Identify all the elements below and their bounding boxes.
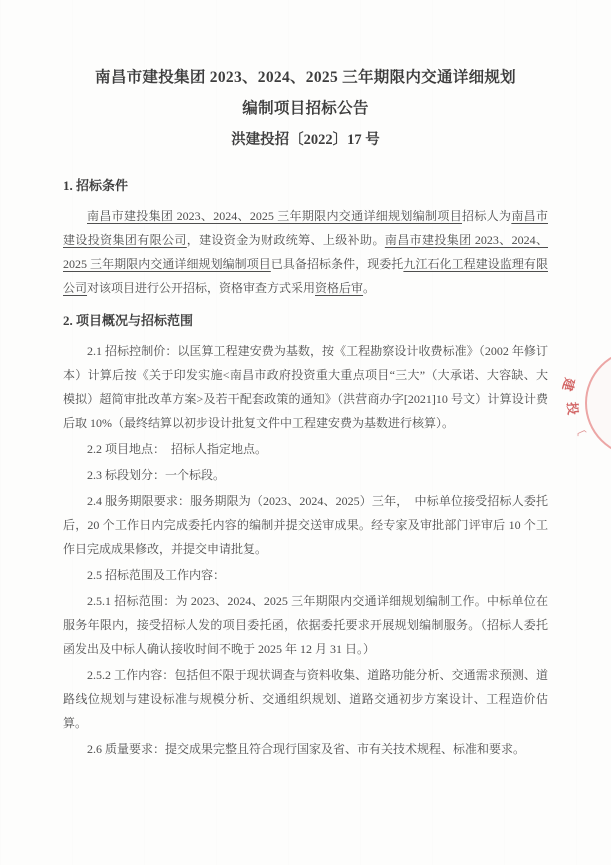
paragraph — [63, 663, 548, 735]
paragraph — [63, 737, 548, 761]
underlined-text: 南昌市建设投资集团有限公司 — [63, 209, 548, 247]
text-run: 2.6 质量要求：提交成果完整且符合现行国家及省、市有关技术规程、标准和要求。 — [87, 742, 526, 756]
paragraph — [63, 463, 548, 487]
red-seal-stamp-arc — [585, 349, 611, 457]
text-run: 。 — [363, 281, 376, 295]
document-body — [63, 177, 548, 761]
underlined-text: 资格后审 — [315, 281, 364, 295]
paragraph — [63, 589, 548, 661]
section-heading: 1. 招标条件 — [63, 178, 129, 193]
paragraph — [63, 437, 548, 461]
underlined-text: 南昌市建投集团 2023、2024、2025 三年期限内交通详细规划编制项目 — [63, 233, 548, 271]
document-number: 洪建投招〔2022〕17 号 — [231, 132, 380, 148]
red-seal-character: 〔 — [571, 423, 587, 438]
text-run: 2.5.1 招标范围：为 2023、2024、2025 三年期限内交通详细规划编制工作。中标单位在服务年限内，接受招标人发的项目委托函，依据委托要求开展规划编制服务。（招标人委托函发出及中标人确认接收时间不晚于 2025 年 12 月 31 日。） — [63, 594, 548, 656]
text-run: 2.3 标段划分：一个标段。 — [87, 468, 226, 482]
section-heading: 2. 项目概况与招标范围 — [63, 313, 194, 328]
text-run: 2.2 项目地点： 招标人指定地点。 — [87, 442, 268, 456]
text-run: 2.4 服务期限要求：服务期限为（2023、2024、2025）三年， 中标单位接受招标人委托后，20 个工作日内完成委托内容的编制并提交送审成果。经专家及审批部门评审后 10 个工作日完成成果修改，并提交申请批复。 — [63, 494, 548, 556]
text-run: 2.5.2 工作内容：包括但不限于现状调查与资料收集、道路功能分析、交通需求预测、道路线位规划与建设标准与规模分析、交通组织规划、道路交通初步方案设计、工程造价估算。 — [63, 668, 548, 730]
paragraph — [63, 339, 548, 435]
text-run: ，建设资金为财政统筹、上级补助。 — [186, 233, 385, 247]
paragraph — [63, 489, 548, 561]
red-seal-character: 建 — [559, 376, 578, 393]
document-title-line1: 南昌市建投集团 2023、2024、2025 三年期限内交通详细规划 — [95, 69, 516, 86]
underlined-text: 南昌市建投集团 2023、2024、2025 三年期限内交通详细规划编制项目 — [87, 209, 463, 223]
paragraph — [63, 204, 548, 300]
red-seal-character: 投 — [564, 401, 581, 416]
text-run: 2.5 招标范围及工作内容： — [87, 568, 226, 582]
text-run: 招标人为 — [462, 209, 512, 223]
text-run: 对该项目进行公开招标，资格审查方式采用 — [87, 281, 316, 295]
paragraph — [63, 563, 548, 587]
underlined-text: 九江石化工程建设监理有限公司 — [63, 257, 548, 295]
text-run: 2.1 招标控制价：以匡算工程建安费为基数，按《工程勘察设计收费标准》（2002 年修订本）计算后按《关于印发实施<南昌市政府投资重大重点项目“三大”（大承诺、大容缺、大模拟）超简审批改革方案>及若干配套政策的通知》（洪营商办字[2021]10 号文）计算设计费后取 10%（最终结算以初步设计批复文件中工程建安费为基数进行核算）。 — [63, 344, 548, 430]
text-run: 已具备招标条件，现委托 — [270, 257, 404, 271]
document-title-line2: 编制项目招标公告 — [242, 100, 369, 117]
